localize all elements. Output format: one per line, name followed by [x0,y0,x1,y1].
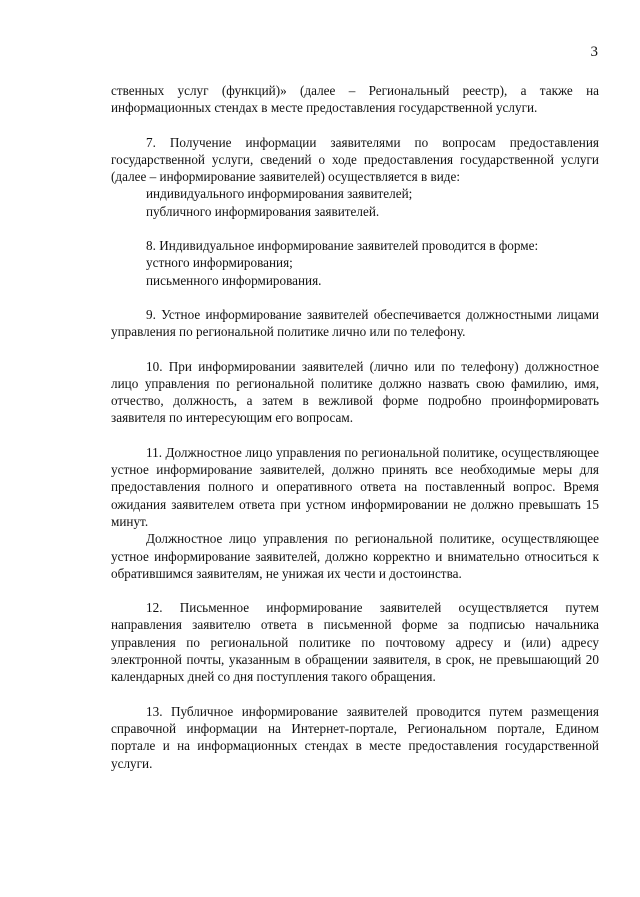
paragraph-11-continuation: Должностное лицо управления по региональной политике, осуществляющее устное информирование заявителей, должно корректно и внимательно относиться к обратившимся заявителям, не унижая их чести и достоинства. [111,531,599,581]
list-item: письменного информирования. [146,272,322,288]
intro-paragraph: ственных услуг (функций)» (далее – Региональный реестр), а также на информационных стендах в месте предоставления государственной услуги. [111,83,599,116]
paragraph-9: 9. Устное информирование заявителей обеспечивается должностными лицами управления по региональной политике лично или по телефону. [111,306,599,340]
list-item: индивидуального информирования заявителей; [146,186,413,202]
document-body [111,82,599,789]
paragraph-12: 12. Письменное информирование заявителей осуществляется путем направления заявителю ответа в письменной форме за подписью начальника управления по региональной политике по почтовому адресу и (или) адресу электронной почты, указанным в обращении заявителя, в срок, не превышающий 20 календарных дней со дня поступления такого обращения. [111,600,599,685]
list-item: публичного информирования заявителей. [146,203,380,219]
list-item: устного информирования; [146,255,293,271]
paragraph-13: 13. Публичное информирование заявителей проводится путем размещения справочной информации на Интернет-портале, Региональном портале, Едином портале и на информационных стендах в месте предоставления государственной услуги. [111,703,599,771]
section-8 [111,237,599,289]
paragraph-11: 11. Должностное лицо управления по региональной политике, осуществляющее устное информирование заявителей, должно принять все необходимые меры для предоставления полного и оперативного ответа на поставленный вопрос. Время ожидания заявителем ответа при устном информировании не должно превышать 15 минут. [111,444,599,529]
paragraph-8: 8. Индивидуальное информирование заявителей проводится в форме: [146,238,539,254]
paragraph-10: 10. При информировании заявителей (лично или по телефону) должностное лицо управления по региональной политике должно назвать свою фамилию, имя, отчество, должность, а затем в вежливой форме подробно проинформировать заявителя по интересующим его вопросам. [111,358,599,426]
section-11 [111,444,599,582]
page-number: 3 [590,44,598,60]
paragraph-7: 7. Получение информации заявителями по вопросам предоставления государственной услуги, сведений о ходе предоставления государственной услуги (далее – информирование заявителей) осуществляется в виде: [111,134,599,185]
section-7 [111,134,599,220]
